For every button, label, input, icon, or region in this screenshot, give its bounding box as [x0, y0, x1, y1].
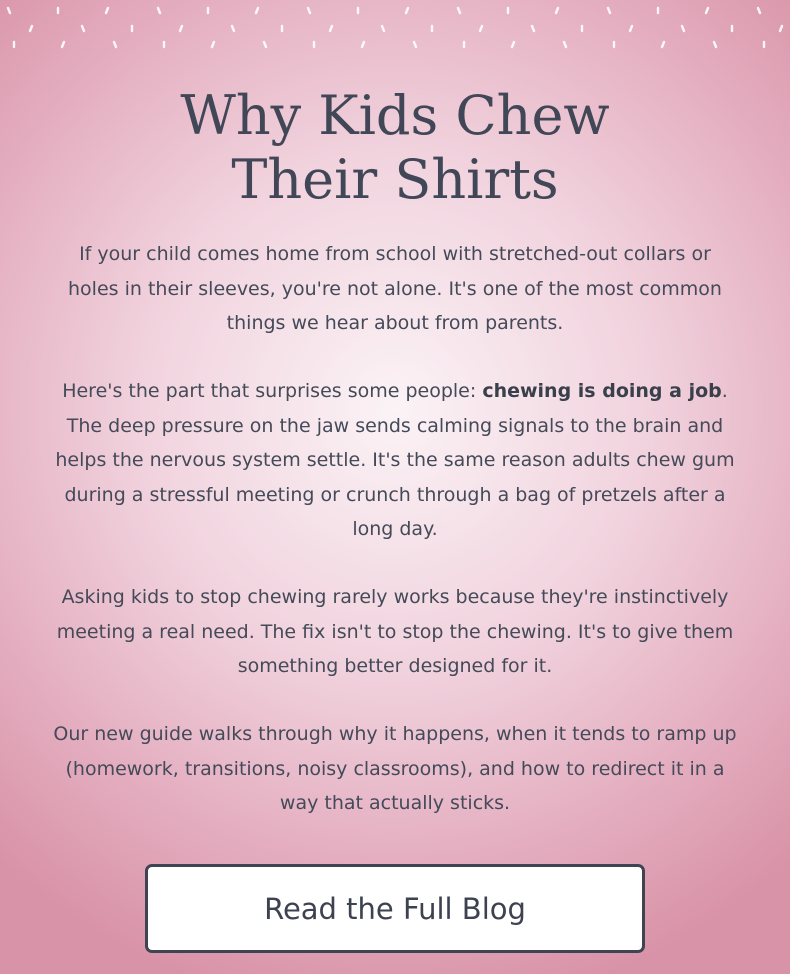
confetti-dash	[232, 26, 234, 31]
confetti-dash	[82, 26, 84, 31]
confetti-dash	[758, 8, 760, 13]
confetti-dash	[180, 26, 182, 31]
confetti-dash	[362, 42, 364, 47]
confetti-dash	[264, 42, 266, 47]
explanation-paragraph	[52, 374, 738, 547]
title-line-1: Why Kids Chew	[180, 84, 610, 147]
confetti-dash	[382, 26, 384, 31]
confetti-dash	[114, 42, 116, 47]
page-title	[0, 84, 790, 212]
read-full-blog-button[interactable]: Read the Full Blog	[145, 864, 645, 953]
confetti-dash	[62, 42, 64, 47]
confetti-dash	[212, 42, 214, 47]
confetti-dash	[480, 26, 482, 31]
confetti-dash	[512, 42, 514, 47]
title-line-2: Their Shirts	[231, 148, 559, 211]
guide-paragraph: Our new guide walks through why it happens, when it tends to ramp up (homework, transitions, noisy classrooms), and how to redirect it in a way that actually sticks.	[53, 723, 737, 814]
confetti-decoration	[0, 0, 790, 52]
explanation-text-start: Here's the part that surprises some people:	[62, 380, 483, 402]
confetti-dash	[714, 42, 716, 47]
confetti-dash	[8, 8, 10, 13]
confetti-dash	[780, 26, 782, 31]
confetti-dash	[556, 8, 558, 13]
confetti-dash	[330, 26, 332, 31]
confetti-dash	[106, 8, 108, 13]
confetti-dash	[158, 8, 160, 13]
confetti-dash	[406, 8, 408, 13]
confetti-dash	[630, 26, 632, 31]
intro-paragraph: If your child comes home from school with stretched-out collars or holes in their sleeves, you're not alone. It's one of the most common things we hear about from parents.	[68, 243, 722, 334]
confetti-dash	[706, 8, 708, 13]
confetti-dash	[308, 8, 310, 13]
confetti-dash	[256, 8, 258, 13]
confetti-dash	[662, 42, 664, 47]
explanation-text-end: . The deep pressure on the jaw sends calming signals to the brain and helps the nervous system settle. It's the same reason adults chew gum during a stressful meeting or crunch through a bag of pretzels after a long day.	[55, 380, 735, 540]
confetti-dash	[30, 26, 32, 31]
advice-paragraph: Asking kids to stop chewing rarely works because they're instinctively meeting a real need. The fix isn't to stop the chewing. It's to give them something better designed for it.	[56, 586, 734, 677]
confetti-dash	[532, 26, 534, 31]
confetti-dash	[608, 8, 610, 13]
confetti-dash	[682, 26, 684, 31]
confetti-dash	[564, 42, 566, 47]
explanation-emphasis: chewing is doing a job	[482, 380, 722, 402]
confetti-dash	[414, 42, 416, 47]
confetti-dash	[458, 8, 460, 13]
